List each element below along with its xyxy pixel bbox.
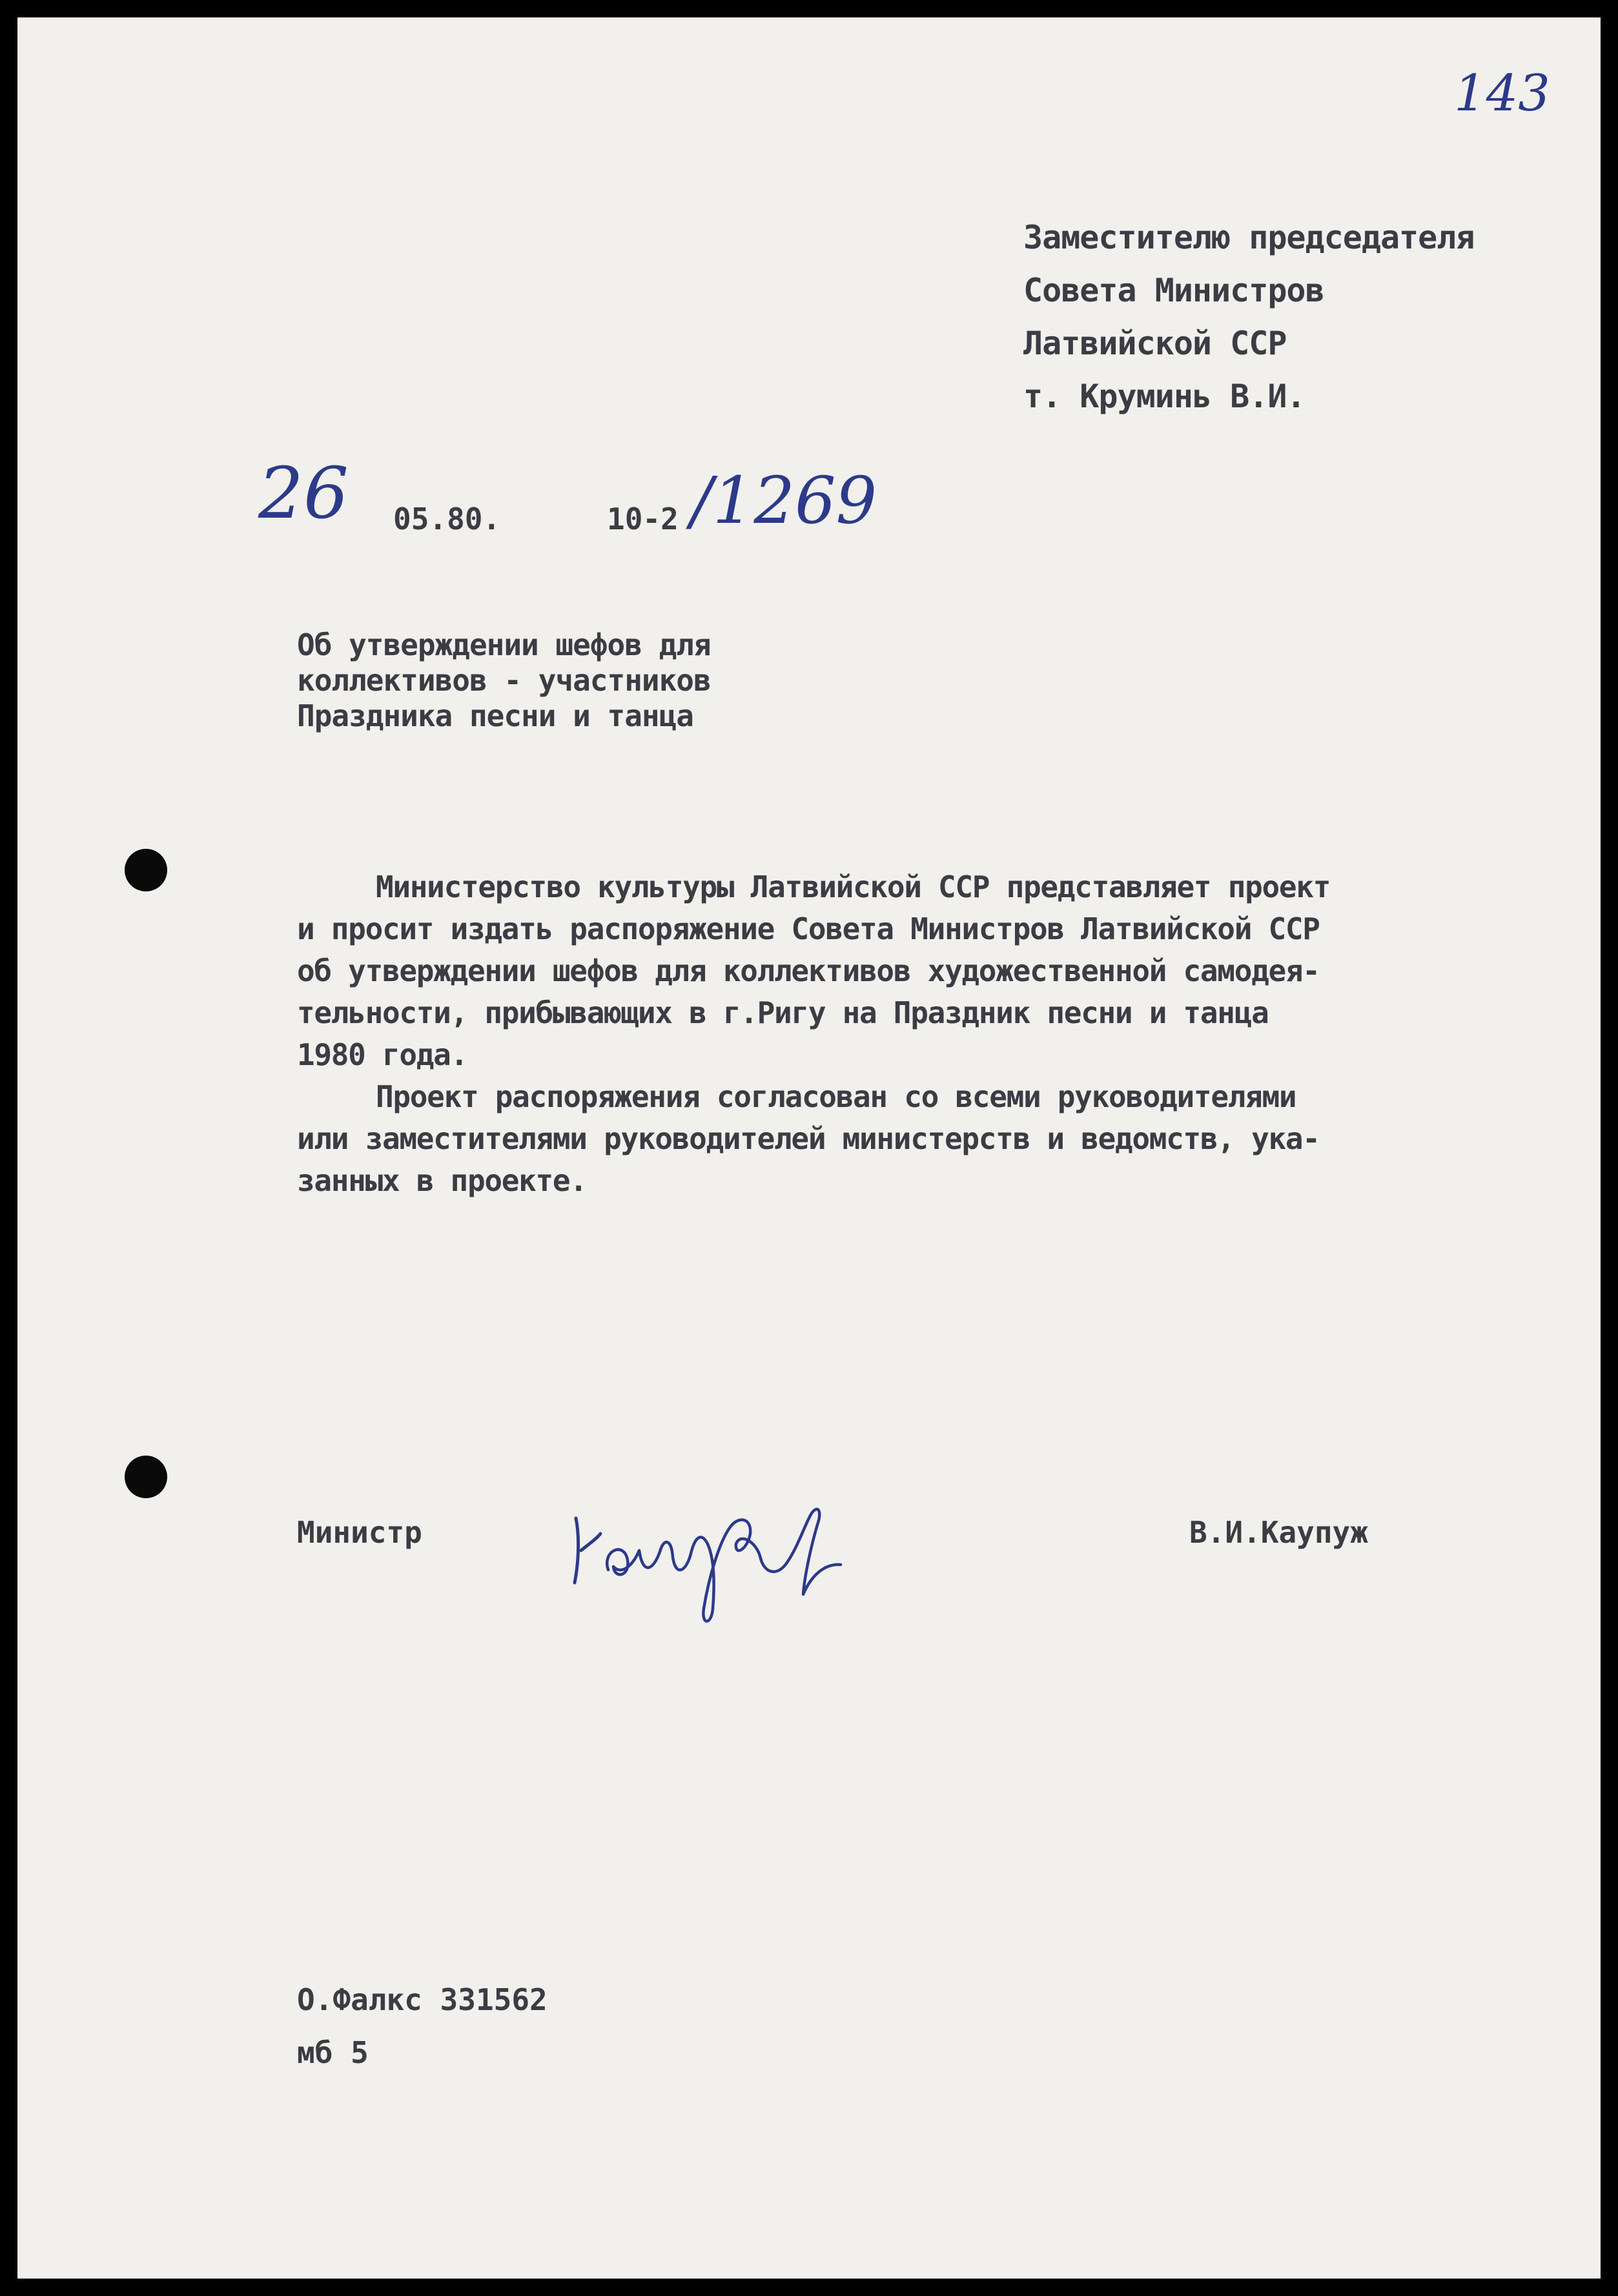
addressee-line: Латвийской ССР [1023, 325, 1287, 362]
registration-number: /1269 [691, 463, 877, 538]
subject-line: коллективов - участников [297, 663, 711, 698]
addressee-line: т. Круминь В.И. [1023, 378, 1306, 415]
handwritten-signature [563, 1479, 899, 1638]
punch-hole [125, 849, 167, 891]
signatory-name: В.И.Каупуж [1189, 1515, 1368, 1550]
page-number: 143 [1454, 65, 1550, 123]
registration-date: 05.80. [393, 502, 501, 536]
registration-prefix: 10-2 [607, 502, 679, 536]
body-line: 1980 года. [297, 1037, 467, 1072]
body-line: тельности, прибывающих в г.Ригу на Праздник песни и танца [297, 995, 1269, 1030]
addressee-line: Совета Министров [1023, 272, 1324, 309]
signatory-role: Министр [297, 1515, 422, 1550]
subject-line: Праздника песни и танца [297, 698, 693, 733]
body-line: Проект распоряжения согласован со всеми руководителями [376, 1079, 1296, 1114]
body-line: и просит издать распоряжение Совета Министров Латвийской ССР [297, 911, 1320, 946]
footer-block [297, 1973, 548, 2079]
body-line: об утверждении шефов для коллективов художественной самодея- [297, 953, 1320, 988]
letter-body [297, 866, 1537, 1202]
typist-line: мб 5 [297, 2035, 369, 2070]
addressee-block [1023, 211, 1474, 423]
registration-day: 26 [258, 452, 349, 534]
body-line: Министерство культуры Латвийской ССР представляет проект [376, 869, 1331, 904]
subject-block [297, 627, 711, 734]
subject-line: Об утверждении шефов для [297, 627, 711, 662]
body-line: или заместителями руководителей министерств и ведомств, ука- [297, 1121, 1320, 1156]
addressee-line: Заместителю председателя [1023, 219, 1475, 256]
body-line: занных в проекте. [297, 1163, 587, 1198]
document-page [17, 17, 1601, 2279]
executor-line: О.Фалкс 331562 [297, 1982, 548, 2017]
punch-hole [125, 1456, 167, 1498]
